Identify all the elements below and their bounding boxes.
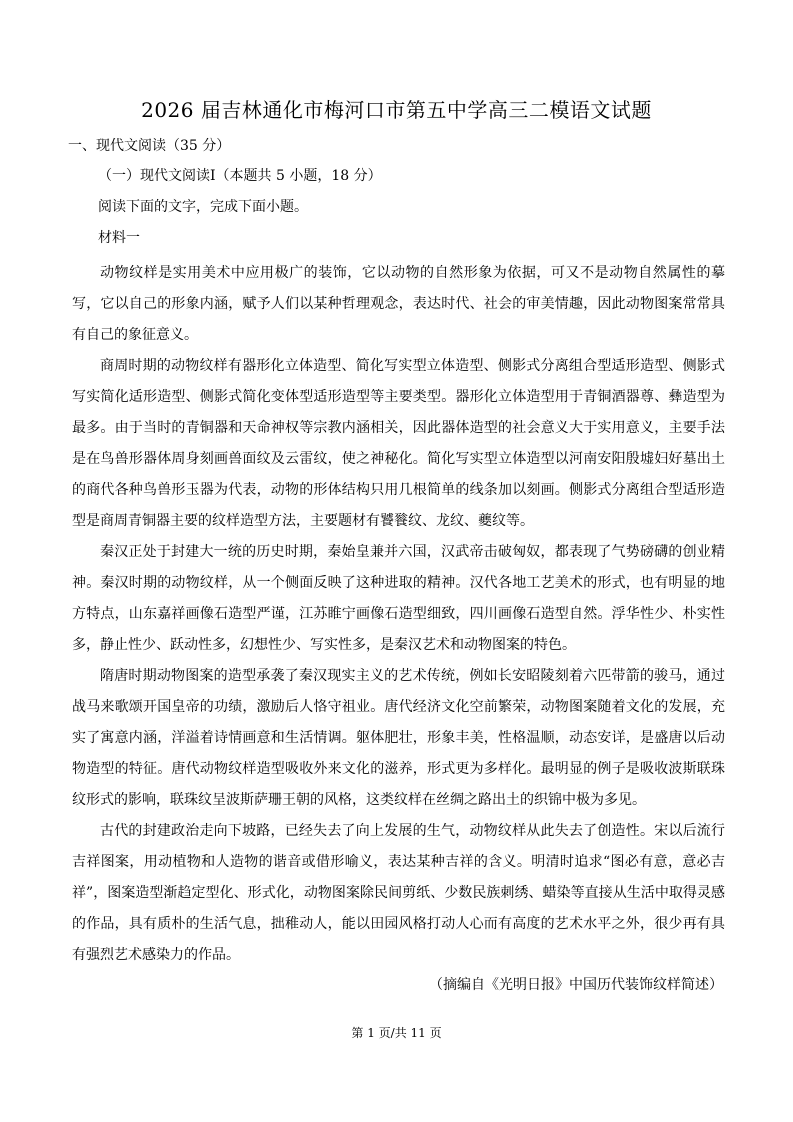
passage-paragraph-3: 秦汉正处于封建大一统的历史时期，秦始皇兼并六国，汉武帝击破匈奴，都表现了气势磅礴的创业精神。秦汉时期的动物纹样，从一个侧面反映了这种进取的精神。汉代各地工艺美术的形式，也有明显的地方特点，山东嘉祥画像石造型严谨，江苏睢宁画像石造型细致，四川画像石造型自然。浮华性少、朴实性多，静止性少、跃动性多，幻想性少、写实性多，是秦汉艺术和动物图案的特色。 xyxy=(72,544,725,653)
passage-paragraph-5: 古代的封建政治走向下坡路，已经失去了向上发展的生气，动物纹样从此失去了创造性。宋以后流行吉祥图案，用动植物和人造物的谐音或借形喻义，表达某种吉祥的含义。明清时追求“图必有意，意必吉祥”，图案造型渐趋定型化、形式化，动物图案除民间剪纸、少数民族刺绣、蜡染等直接从生活中取得灵感的作品，具有质朴的生活气息，拙稚动人，能以田园风格打动人心而有高度的艺术水平之外，很少再有具有强烈艺术感染力的作品。 xyxy=(72,823,725,963)
exam-title: 2026 届吉林通化市梅河口市第五中学高三二模语文试题 xyxy=(141,98,652,122)
source-citation: （摘编自《光明日报》中国历代装饰纹样简述） xyxy=(429,977,723,993)
page-number: 第 1 页/共 11 页 xyxy=(351,1026,442,1040)
subsection-heading: （一）现代文阅读Ⅰ（本题共 5 小题，18 分） xyxy=(98,168,382,184)
reading-instruction: 阅读下面的文字，完成下面小题。 xyxy=(98,199,308,215)
material-label: 材料一 xyxy=(98,230,140,246)
passage-paragraph-1: 动物纹样是实用美术中应用极广的装饰，它以动物的自然形象为依据，可又不是动物自然属性的摹写，它以自己的形象内涵，赋予人们以某种哲理观念，表达时代、社会的审美情趣，因此动物图案常常具有自己的象征意义。 xyxy=(72,265,725,343)
section-heading: 一、现代文阅读（35 分） xyxy=(68,138,231,154)
passage-paragraph-2: 商周时期的动物纹样有器形化立体造型、简化写实型立体造型、侧影式分离组合型适形造型、侧影式写实简化适形造型、侧影式简化变体型适形造型等主要类型。器形化立体造型用于青铜酒器尊、彝造型为最多。由于当时的青铜器和天命神权等宗教内涵相关，因此器体造型的社会意义大于实用意义，主要手法是在鸟兽形器体周身刻画兽面纹及云雷纹，使之神秘化。简化写实型立体造型以河南安阳殷墟妇好墓出土的商代各种鸟兽形玉器为代表，动物的形体结构只用几根简单的线条加以刻画。侧影式分离组合型适形造型是商周青铜器主要的纹样造型方法，主要题材有饕餮纹、龙纹、夔纹等。 xyxy=(72,358,725,529)
passage-body xyxy=(72,258,725,971)
passage-paragraph-4: 隋唐时期动物图案的造型承袭了秦汉现实主义的艺术传统，例如长安昭陵刻着六匹带箭的骏马，通过战马来歌颂开国皇帝的功绩，激励后人恪守祖业。唐代经济文化空前繁荣，动物图案随着文化的发展，充实了寓意内涵，洋溢着诗情画意和生活情调。躯体肥壮，形象丰美，性格温顺，动态安详，是盛唐以后动物造型的特征。唐代动物纹样造型吸收外来文化的滋养，形式更为多样化。最明显的例子是吸收波斯联珠纹形式的影响，联珠纹呈波斯萨珊王朝的风格，这类纹样在丝绸之路出土的织锦中极为多见。 xyxy=(72,668,725,808)
